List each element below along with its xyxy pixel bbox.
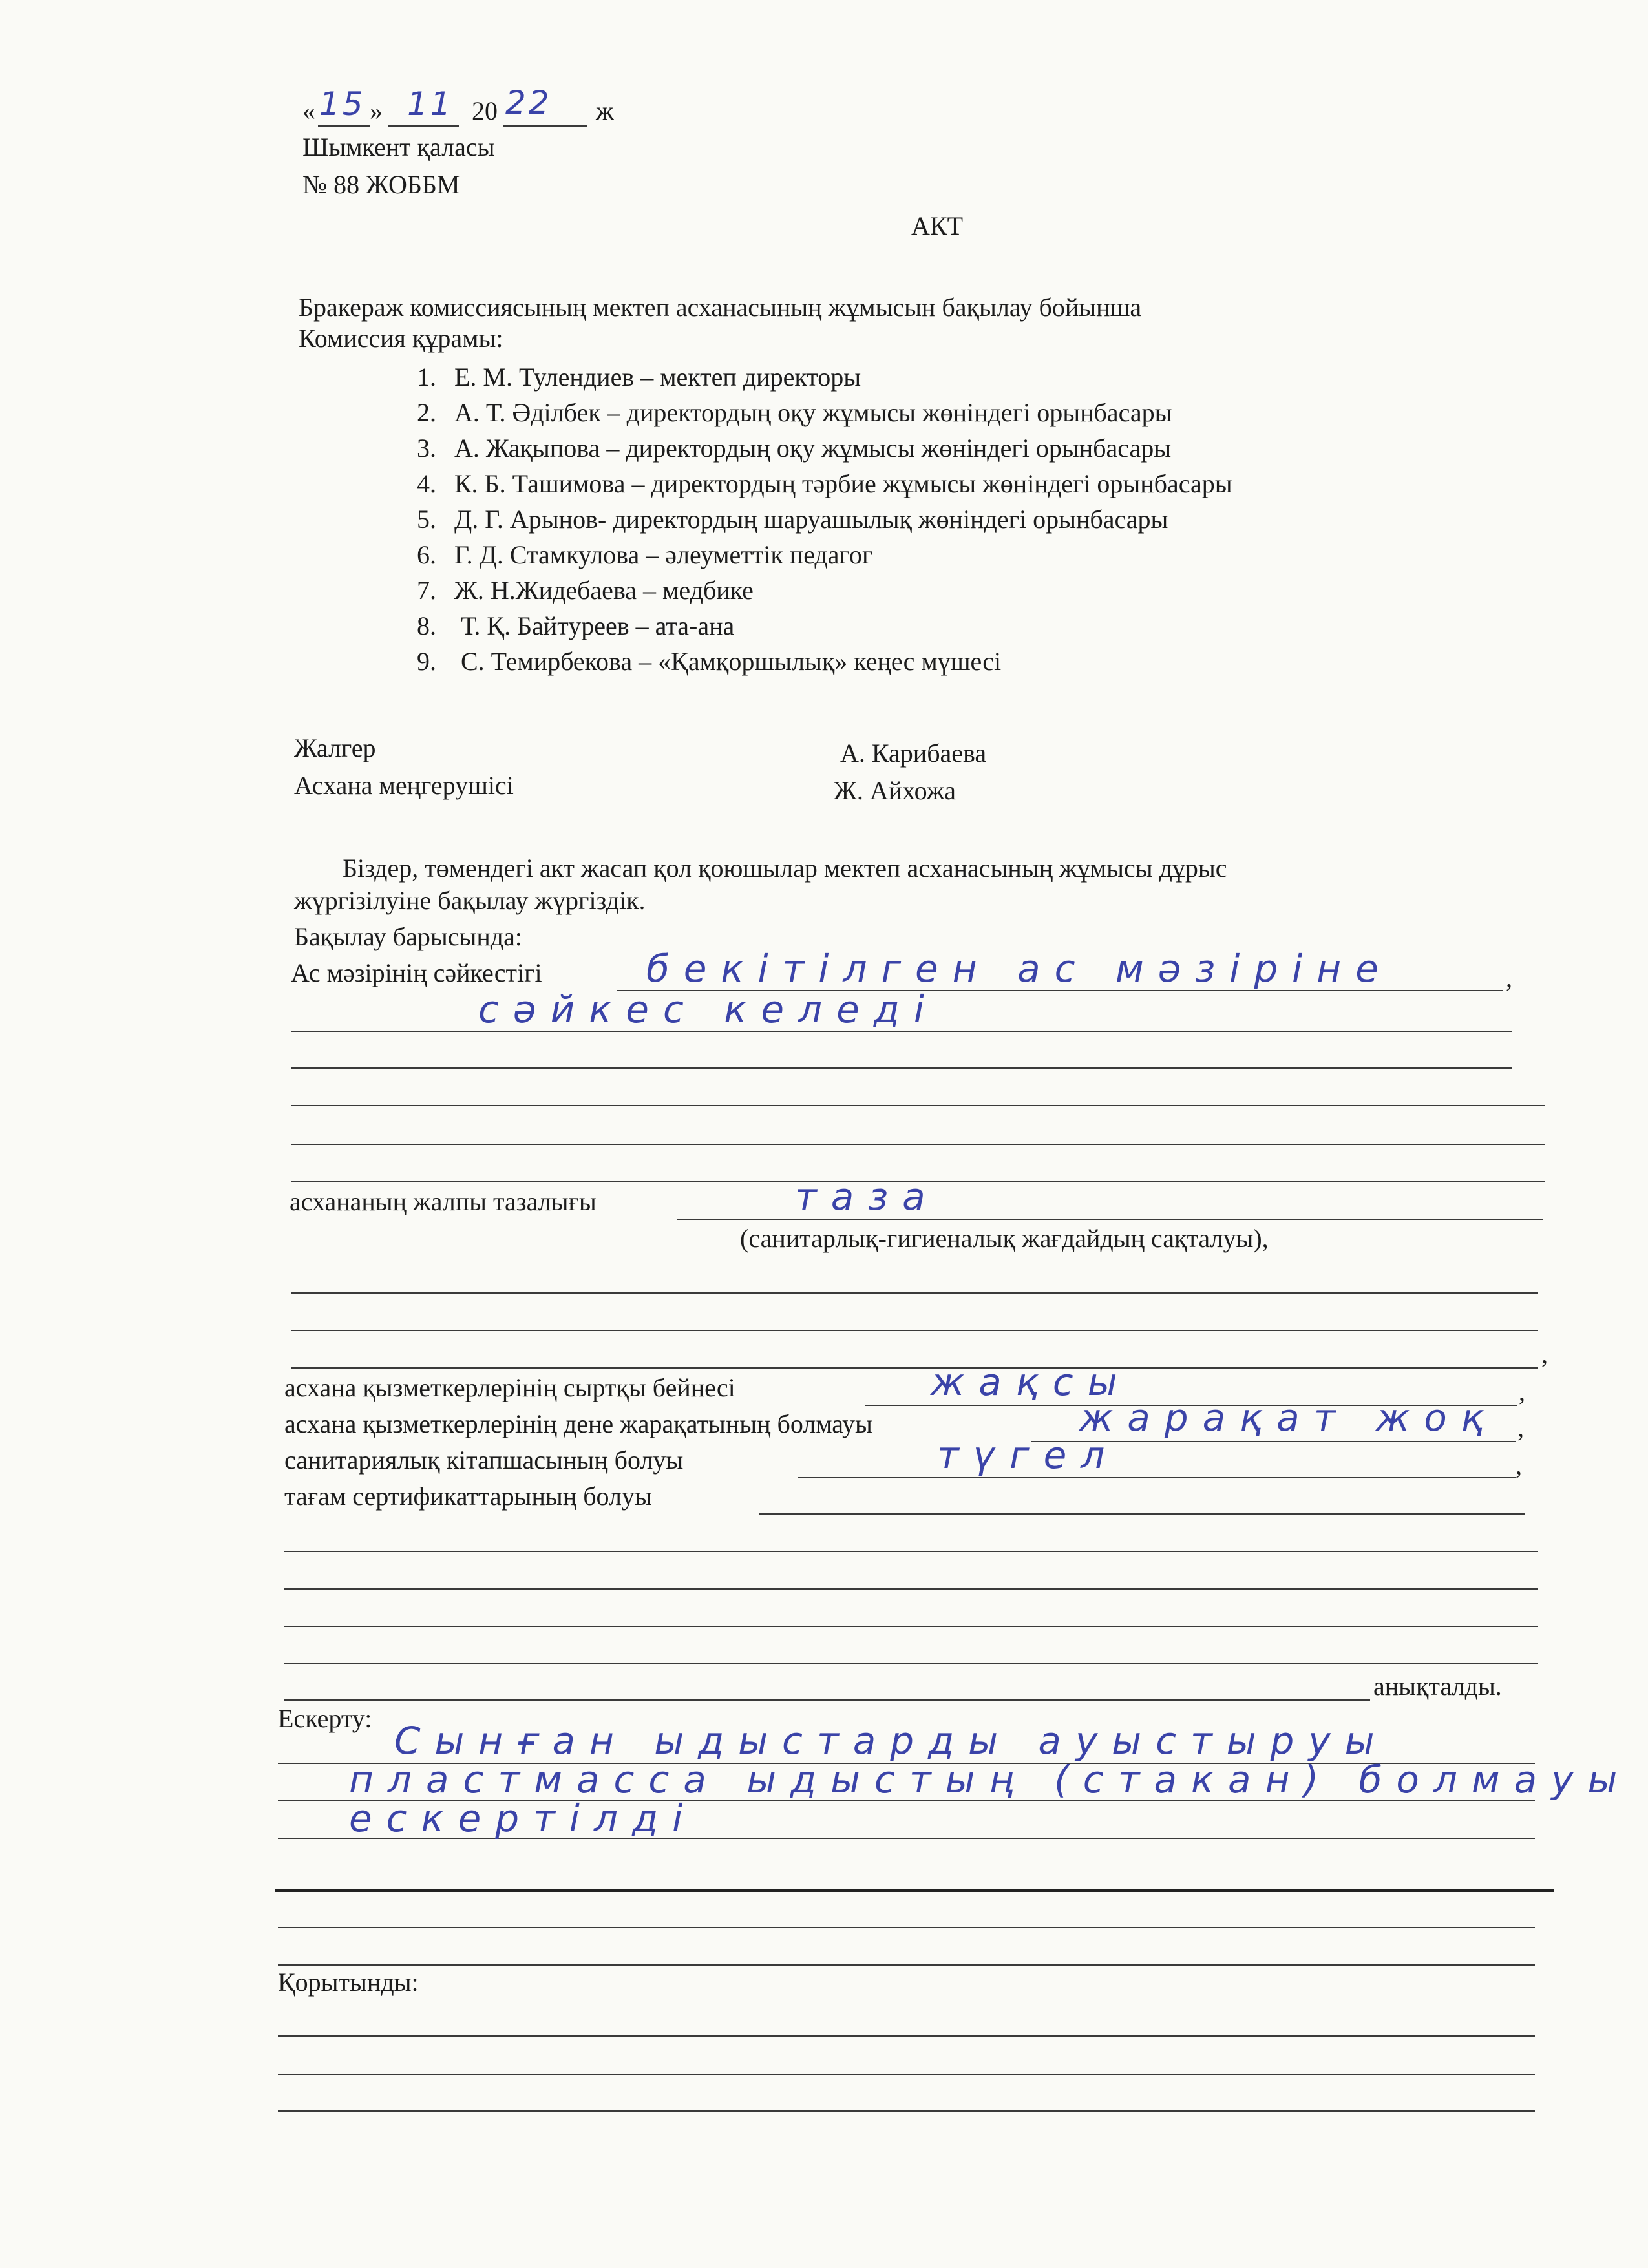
cleanliness-label: асхананың жалпы тазалығы <box>290 1187 597 1216</box>
member-item: 5. Д. Г. Арынов- директордың шаруашылық жөніндегі орынбасары <box>417 505 1168 534</box>
cleanliness-note: (санитарлық-гигиеналық жағдайдың сақталуы), <box>740 1224 1269 1253</box>
remark-handwritten-3: ескертілді <box>349 1796 697 1840</box>
menu-comma: , <box>1506 963 1512 992</box>
school: № 88 ЖОББМ <box>302 170 460 199</box>
identified-text: анықталды. <box>1373 1672 1502 1701</box>
statement-line-1: Біздер, төмендегі акт жасап қол қоюшылар мектеп асханасының жұмысы дұрыс <box>343 854 1227 883</box>
member-item: 7. Ж. Н.Жидебаева – медбике <box>417 576 754 605</box>
member-item: 8. Т. Қ. Байтуреев – ата-ана <box>417 611 735 640</box>
quote-open: « <box>302 96 315 125</box>
member-item: 2. А. Т. Әділбек – директордың оқу жұмысы жөніндегі орынбасары <box>417 398 1172 427</box>
date-month: 11 <box>407 85 454 123</box>
city: Шымкент қаласы <box>302 132 495 162</box>
canteen-head-name: Ж. Айхожа <box>834 776 956 805</box>
intro-text: Бракераж комиссиясының мектеп асханасының жұмысын бақылау бойынша <box>299 293 1142 322</box>
canteen-head-label: Асхана меңгерушісі <box>294 771 514 800</box>
certificates-label: тағам сертификаттарының болуы <box>284 1482 652 1511</box>
page-title: АКТ <box>911 211 963 240</box>
menu-label: Ас мәзірінің сәйкестігі <box>291 958 542 987</box>
conclusion-label: Қорытынды: <box>278 1968 419 1997</box>
cleanliness-comma: , <box>1541 1339 1548 1369</box>
appearance-label: асхана қызметкерлерінің сыртқы бейнесі <box>284 1373 735 1402</box>
remark-handwritten-2: пластмасса ыдыстың (стакан) болмауы <box>349 1758 1632 1801</box>
appearance-handwritten: жақсы <box>931 1360 1132 1404</box>
cleanliness-handwritten: таза <box>795 1175 940 1219</box>
sanitary-book-comma: , <box>1516 1451 1522 1480</box>
date-day: 15 <box>319 85 366 123</box>
member-item: 4. К. Б. Ташимова – директордың тәрбие жұмысы жөніндегі орынбасары <box>417 469 1232 498</box>
commission-label: Комиссия құрамы: <box>299 324 503 353</box>
date-year-mark: ж <box>596 96 614 125</box>
injury-comma: , <box>1517 1413 1524 1442</box>
appearance-comma: , <box>1519 1377 1525 1406</box>
quote-close: » <box>370 96 383 125</box>
statement-line-2: жүргізілуіне бақылау жүргіздік. <box>294 886 646 915</box>
date-year-suffix: 22 <box>505 84 552 121</box>
member-item: 9. С. Темирбекова – «Қамқоршылық» кеңес мүшесі <box>417 647 1002 676</box>
menu-handwritten-1: бекітілген ас мәзіріне <box>646 947 1393 991</box>
members-list <box>385 359 1232 679</box>
member-item: 6. Г. Д. Стамкулова – әлеуметтік педагог <box>417 540 873 569</box>
injury-handwritten: жарақат жоқ <box>1079 1396 1498 1440</box>
menu-handwritten-2: сәйкес келеді <box>478 987 938 1031</box>
tenant-name: А. Карибаева <box>840 739 987 768</box>
injury-label: асхана қызметкерлерінің дене жарақатының болмауы <box>284 1409 872 1438</box>
date-year-prefix: 20 <box>472 96 498 125</box>
remark-label: Ескерту: <box>278 1704 372 1733</box>
remark-handwritten-1: Сынған ыдыстарды ауыстыруы <box>394 1719 1389 1763</box>
member-item: 3. А. Жақыпова – директордың оқу жұмысы жөніндегі орынбасары <box>417 434 1172 463</box>
tenant-label: Жалгер <box>294 733 376 762</box>
sanitary-book-label: санитариялық кітапшасының болуы <box>284 1445 684 1475</box>
observation-label: Бақылау барысында: <box>294 922 522 951</box>
member-item: 1. Е. М. Тулендиев – мектеп директоры <box>417 362 861 392</box>
sanitary-book-handwritten: түгел <box>937 1433 1119 1477</box>
